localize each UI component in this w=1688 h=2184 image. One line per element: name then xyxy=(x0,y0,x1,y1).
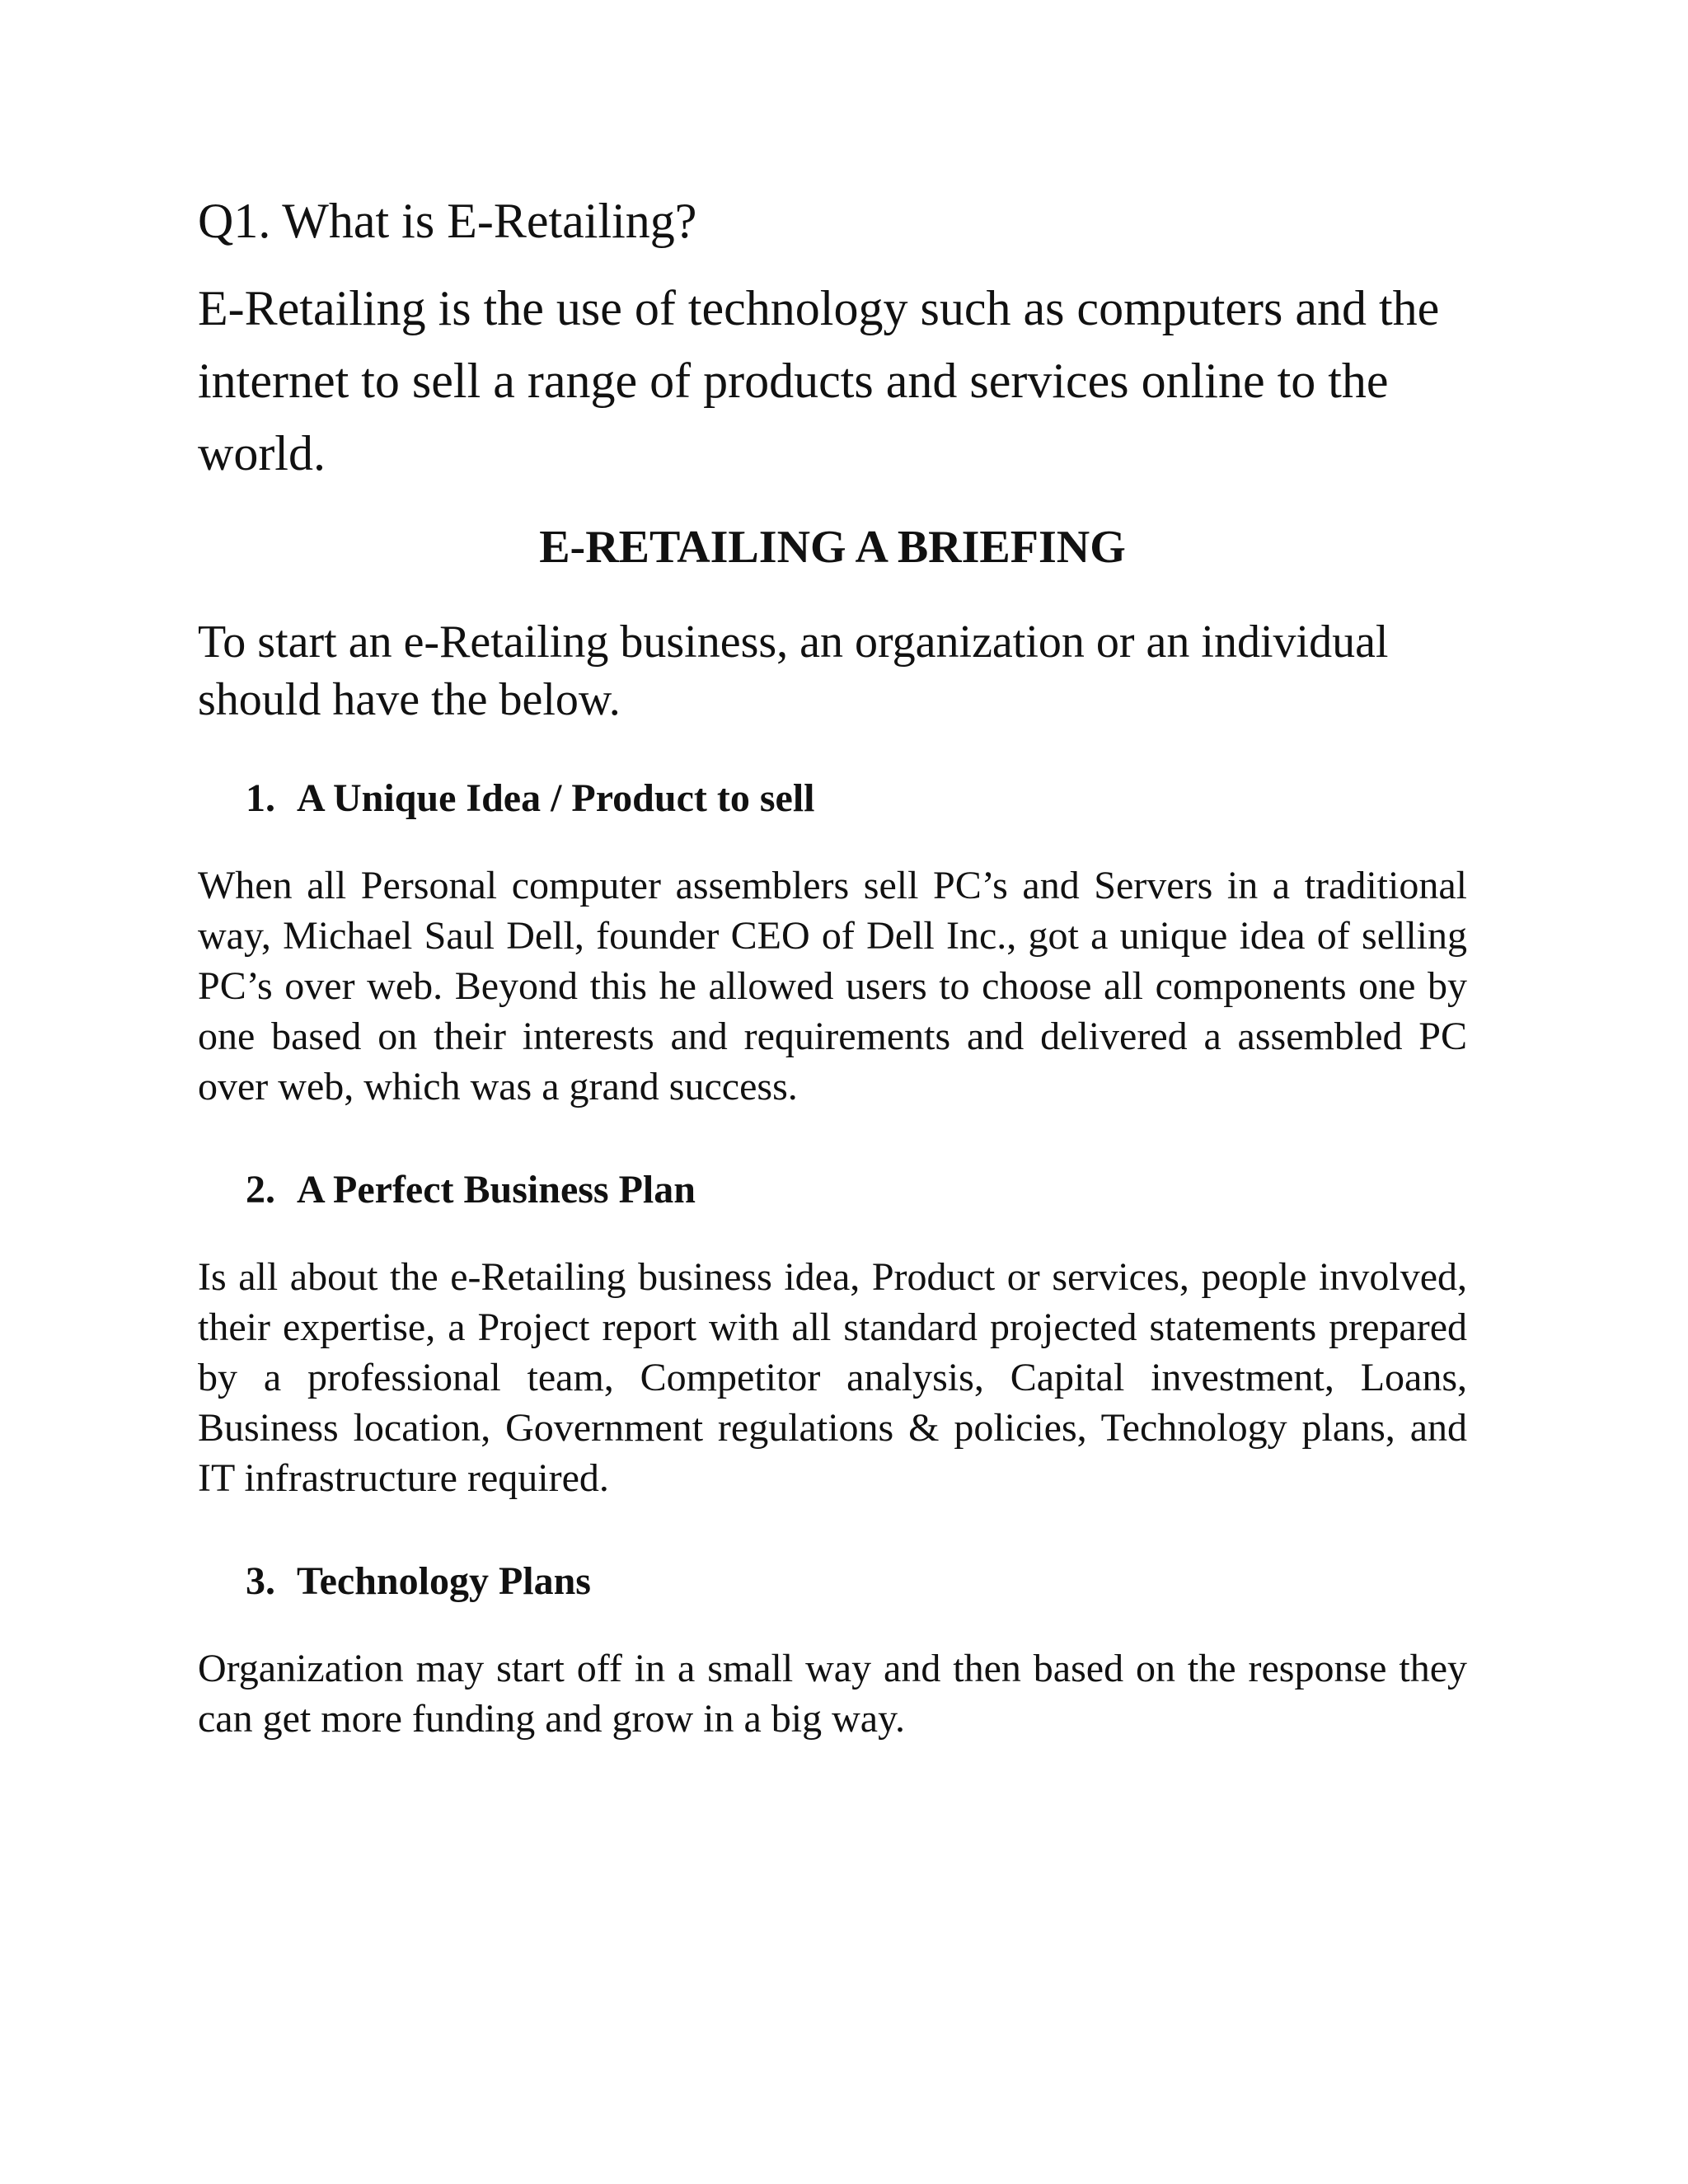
question-heading: Q1. What is E-Retailing? xyxy=(198,194,697,248)
section-heading xyxy=(246,1553,1467,1610)
section-number: 2. xyxy=(246,1168,275,1212)
section-heading xyxy=(246,770,1467,827)
section-body: Organization may start off in a small way and then based on the response they can get more funding and grow in a big way. xyxy=(198,1647,1467,1741)
section-title: A Perfect Business Plan xyxy=(297,1168,696,1212)
section-body: When all Personal computer assemblers sell PC’s and Servers in a traditional way, Michael Saul Dell, founder CEO of Dell Inc., got a unique idea of selling PC’s over web. Beyond this he allowed users to choose all components one by one based on their interests and requirements and delivered a assembled PC over web, which was a grand success. xyxy=(198,864,1467,1108)
section-business-plan xyxy=(198,1161,1467,1503)
section-title: A Unique Idea / Product to sell xyxy=(297,776,815,820)
section-body: Is all about the e-Retailing business idea, Product or services, people involved, their expertise, a Project report with all standard projected statements prepared by a professional team, Competitor analysis, Capital investment, Loans, Business location, Government regulations & policies, Technology plans, and IT infrastructure required. xyxy=(198,1255,1467,1500)
section-unique-idea xyxy=(198,770,1467,1112)
section-number: 1. xyxy=(246,776,275,820)
answer-paragraph: E-Retailing is the use of technology such as computers and the internet to sell a range of products and services online to the world. xyxy=(198,281,1440,480)
briefing-title: E-RETAILING A BRIEFING xyxy=(539,522,1126,573)
section-title: Technology Plans xyxy=(297,1559,591,1603)
document-content xyxy=(198,188,1467,1793)
section-number: 3. xyxy=(246,1559,275,1603)
intro-paragraph: To start an e-Retailing business, an organization or an individual should have the below. xyxy=(198,616,1389,725)
section-technology-plans xyxy=(198,1553,1467,1744)
section-heading xyxy=(246,1161,1467,1219)
